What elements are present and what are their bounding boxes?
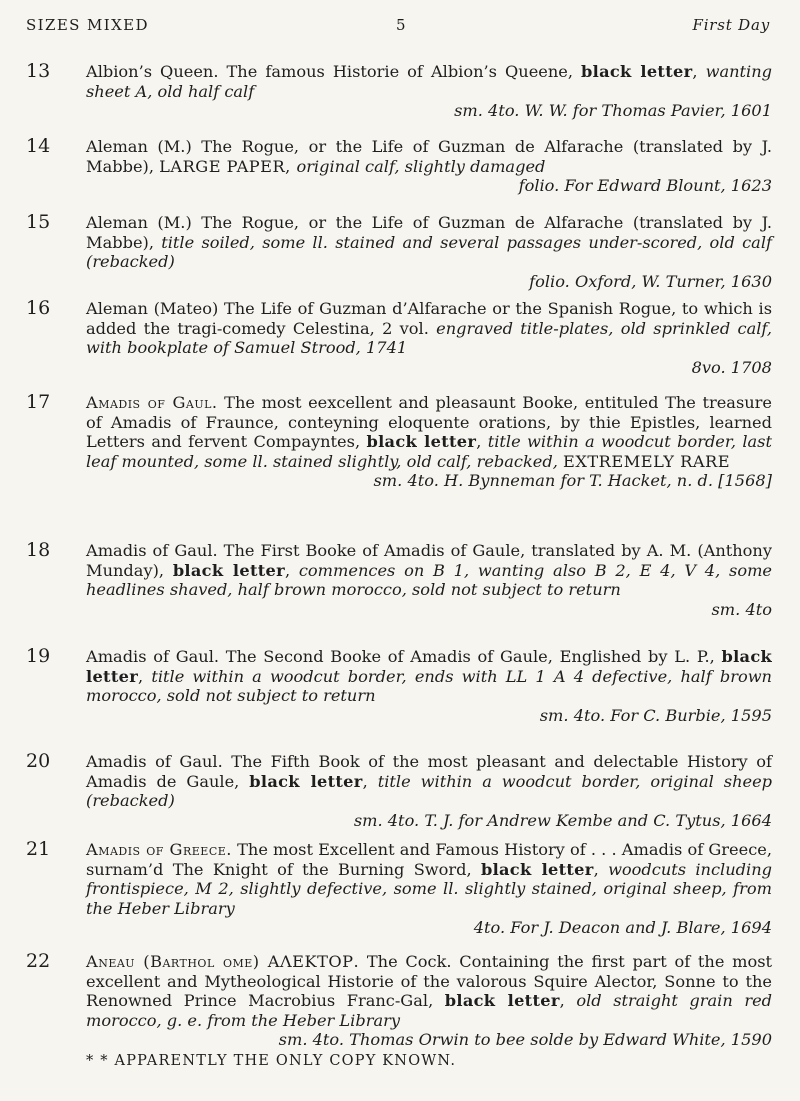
catalogue-entry-18 bbox=[26, 541, 772, 619]
lot-number: 21 bbox=[26, 838, 51, 860]
imprint: 4to. For J. Deacon and J. Blare, 1694 bbox=[473, 918, 772, 937]
section-title: SIZES MIXED bbox=[26, 16, 149, 34]
catalogue-entry-14 bbox=[26, 137, 772, 196]
page-header bbox=[26, 16, 770, 38]
lot-number: 16 bbox=[26, 297, 51, 319]
catalogue-entry-17 bbox=[26, 393, 772, 491]
catalogue-entry-19 bbox=[26, 647, 772, 725]
lot-number: 19 bbox=[26, 645, 51, 667]
imprint: 8vo. 1708 bbox=[691, 357, 772, 377]
entry-description: Aleman (M.) The Rogue, or the Life of Guzman de Alfarache (translated by J. Mabbe), LARGE PAPER, original calf, slightly damaged folio. For Edward Blount, 1623 bbox=[86, 137, 772, 195]
entry-description: Aneau (Barthol ome) ΑΛΕΚΤΟΡ. The Cock. Containing the first part of the most excellent and Mytheological Historie of the valorous Squire Alector, Sonne to the Renowned Prince Macrobius Franc-Gal, black letter, old straight grain red morocco, g. e. from the Heber Library sm. 4to. Thomas Orwin to bee solde by Edward White, 1590 * * APPARENTLY THE ONLY COPY KNOWN. bbox=[86, 952, 772, 1071]
catalogue-entry-21 bbox=[26, 840, 772, 938]
imprint: folio. For Edward Blount, 1623 bbox=[518, 176, 772, 195]
lot-number: 20 bbox=[26, 750, 51, 772]
day-label: First Day bbox=[692, 16, 770, 34]
catalogue-entry-16 bbox=[26, 299, 772, 377]
imprint: sm. 4to. Thomas Orwin to bee solde by Edward White, 1590 bbox=[278, 1030, 772, 1049]
lot-number: 13 bbox=[26, 60, 51, 82]
catalogue-entry-20 bbox=[26, 752, 772, 830]
entry-description: Aleman (M.) The Rogue, or the Life of Guzman de Alfarache (translated by J. Mabbe), title soiled, some ll. stained and several passages under-scored, old calf (rebacked) folio. Oxford, W. Turner, 1630 bbox=[86, 213, 772, 291]
lot-number: 17 bbox=[26, 391, 51, 413]
lot-number: 22 bbox=[26, 950, 51, 972]
imprint: folio. Oxford, W. Turner, 1630 bbox=[529, 271, 772, 291]
entry-description: Amadis of Gaul. The Second Booke of Amadis of Gaule, Englished by L. P., black letter, title within a woodcut border, ends with LL 1 A 4 defective, half brown morocco, sold not subject to return sm. 4to. For C. Burbie, 1595 bbox=[86, 647, 772, 725]
imprint: sm. 4to bbox=[711, 599, 772, 619]
entry-description: Amadis of Greece. The most Excellent and Famous History of . . . Amadis of Greece, surnam’d The Knight of the Burning Sword, black letter, woodcuts including frontispiece, M 2, slightly defective, some ll. slightly stained, original sheep, from the Heber Library 4to. For J. Deacon and J. Blare, 1694 bbox=[86, 840, 772, 937]
entry-description: Aleman (Mateo) The Life of Guzman d’Alfarache or the Spanish Rogue, to which is added the tragi-comedy Celestina, 2 vol. engraved title-plates, old sprinkled calf, with bookplate of Samuel Strood, 1741 8vo. 1708 bbox=[86, 299, 772, 377]
imprint: sm. 4to. W. W. for Thomas Pavier, 1601 bbox=[454, 101, 772, 120]
lot-number: 14 bbox=[26, 135, 51, 157]
lot-number: 18 bbox=[26, 539, 51, 561]
entry-description: Amadis of Gaul. The most eexcellent and pleasaunt Booke, entituled The treasure of Amadis of Fraunce, conteyning eloquente orations, by thie Epistles, learned Letters and fervent Compayntes, black letter, title within a woodcut border, last leaf mounted, some ll. stained slightly, old calf, rebacked, EXTREMELY RARE sm. 4to. H. Bynneman for T. Hacket, n. d. [1568] bbox=[86, 393, 773, 490]
lot-number: 15 bbox=[26, 211, 51, 233]
imprint: sm. 4to. H. Bynneman for T. Hacket, n. d. [1568] bbox=[373, 471, 772, 490]
rarity-note: * * APPARENTLY THE ONLY COPY KNOWN. bbox=[86, 1052, 457, 1069]
entry-description: Albion’s Queen. The famous Historie of Albion’s Queene, black letter, wanting sheet A, old half calf sm. 4to. W. W. for Thomas Pavier, 1601 bbox=[86, 62, 772, 120]
catalogue-entry-22 bbox=[26, 952, 772, 1071]
entry-description: Amadis of Gaul. The Fifth Book of the most pleasant and delectable History of Amadis de Gaule, black letter, title within a woodcut border, original sheep (rebacked) sm. 4to. T. J. for Andrew Kembe and C. Tytus, 1664 bbox=[86, 752, 773, 830]
imprint: sm. 4to. T. J. for Andrew Kembe and C. Tytus, 1664 bbox=[353, 810, 772, 830]
imprint: sm. 4to. For C. Burbie, 1595 bbox=[539, 705, 772, 725]
catalogue-entry-15 bbox=[26, 213, 772, 291]
entry-description: Amadis of Gaul. The First Booke of Amadis of Gaule, translated by A. M. (Anthony Munday), black letter, commences on B 1, wanting also B 2, E 4, V 4, some headlines shaved, half brown morocco, sold not subject to return sm. 4to bbox=[86, 541, 772, 619]
page-number: 5 bbox=[396, 16, 407, 34]
catalogue-entry-13 bbox=[26, 62, 772, 121]
